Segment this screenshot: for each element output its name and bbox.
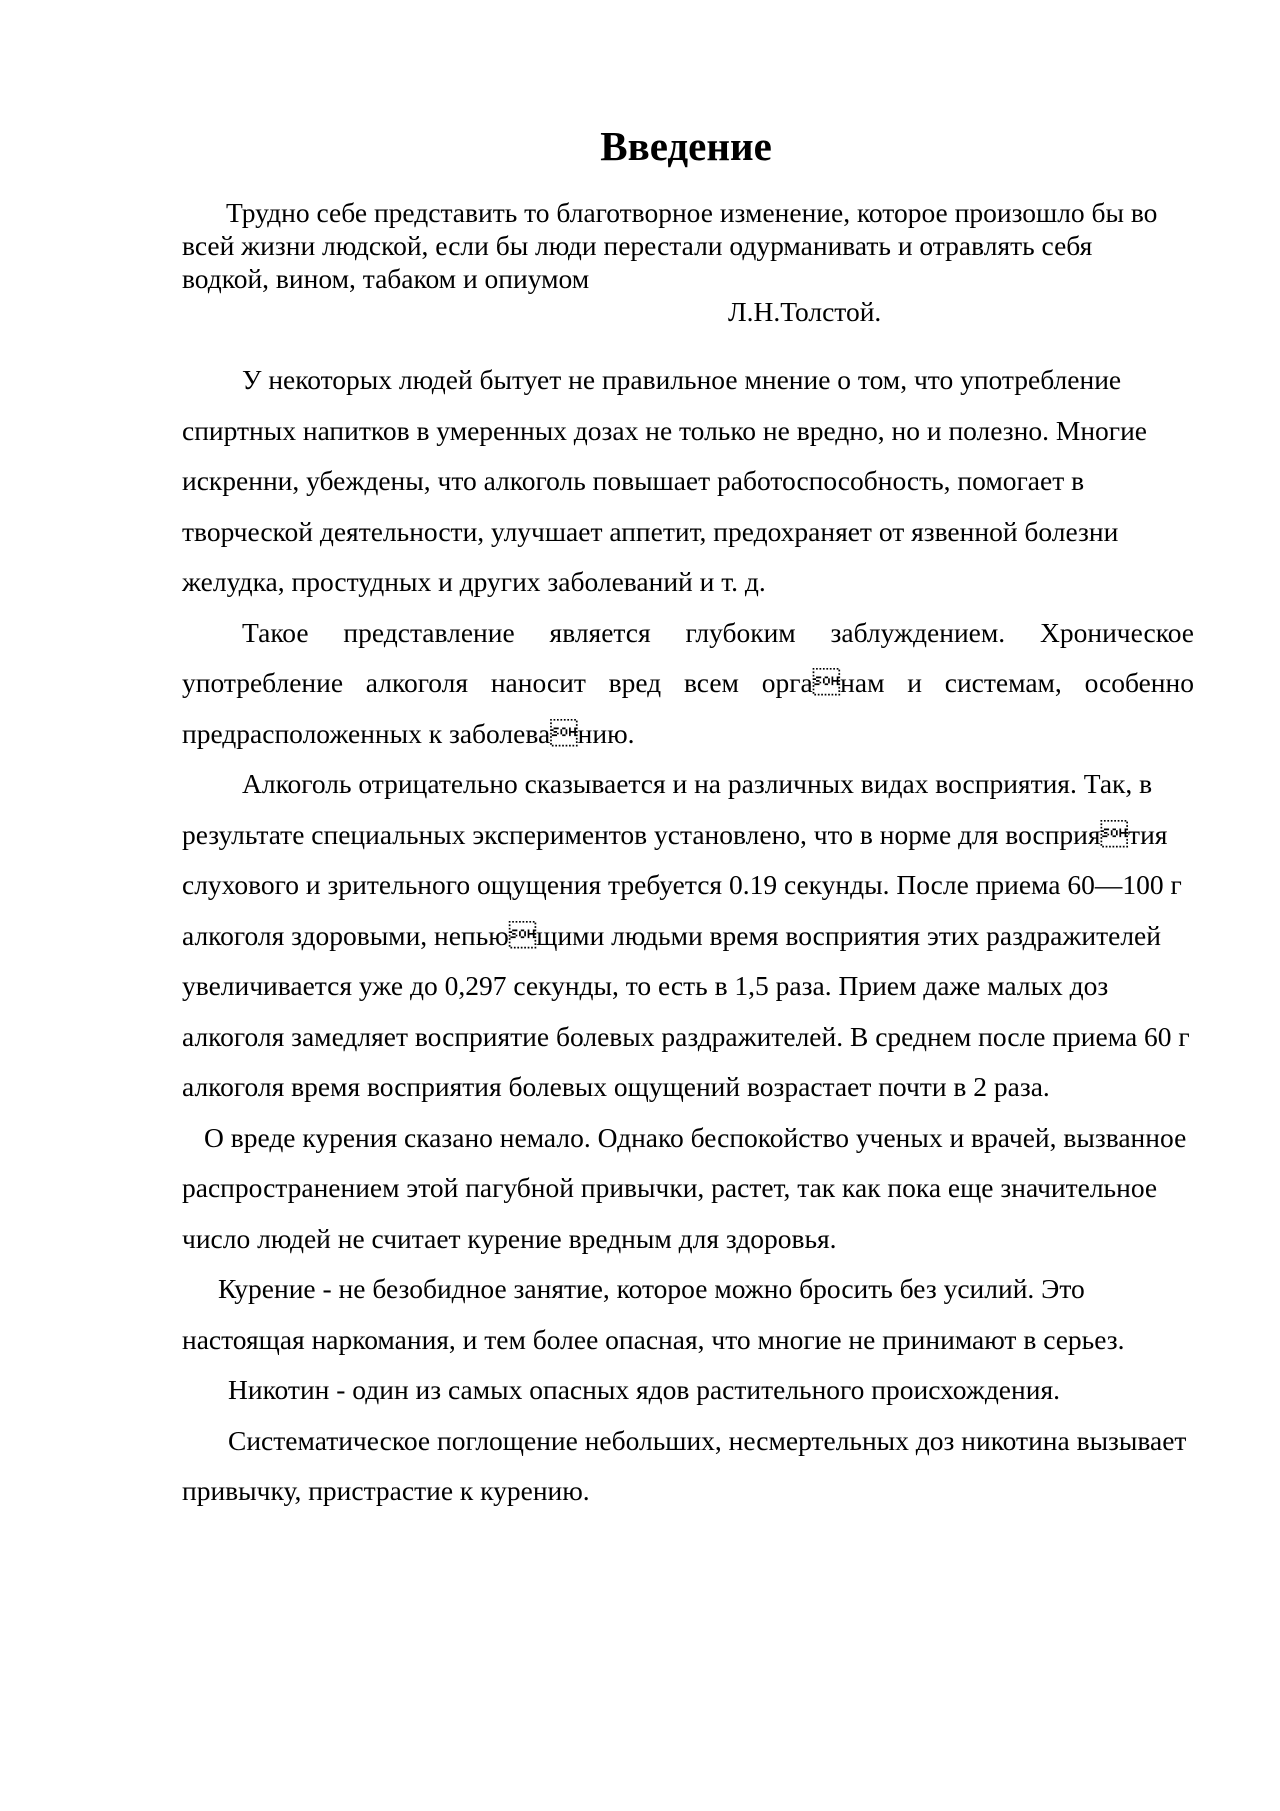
- paragraph: Никотин - один из самых опасных ядов растительного происхождения.: [228, 1374, 1060, 1405]
- epigraph: [182, 196, 1182, 328]
- paragraph: Курение - не безобидное занятие, которое можно бросить без усилий. Это настоящая наркомания, и тем более опасная, что многие не принимают в серьез.: [182, 1273, 1125, 1355]
- epigraph-author: Л.Н.Толстой.: [728, 296, 882, 327]
- paragraph: О вреде курения сказано немало. Однако беспокойство ученых и врачей, вызванное распространением этой пагубной привычки, растет, так как пока еще значительное число людей не считает курение вредным для здоровья.: [182, 1121, 1187, 1254]
- epigraph-text: Трудно себе представить то благотворное изменение, которое произошло бы во всей жизни людской, если бы люди перестали одурманивать и отравлять себя водкой, вином, табаком и опиумом: [182, 197, 1158, 294]
- paragraph: Алкоголь отрицательно сказывается и на различных видах восприятия. Так, в результате специальных экспериментов установлено, что в норме для восприятия слухового и зрительного ощущения требуется 0.19 секунды. После приема 60—100 г алкоголя здоровыми, непьющими людьми время восприятия этих раздражителей увеличивается уже до 0,297 секунды, то есть в 1,5 раза. Прием даже малых доз алкоголя замедляет восприятие болевых раздражителей. В среднем после приема 60 г алкоголя время восприятия болевых ощущений возрастает почти в 2 раза.: [182, 768, 1190, 1102]
- paragraph: У некоторых людей бытует не правильное мнение о том, что употребление спиртных напитков в умеренных дозах не только не вредно, но и полезно. Многие искренни, убеждены, что алкоголь повышает работоспособность, помогает в творческой деятельности, улучшает аппетит, предохраняет от язвенной болезни желудка, простудных и других заболеваний и т. д.: [182, 364, 1148, 597]
- paragraph: Систематическое поглощение небольших, несмертельных доз никотина вызывает привычку, пристрастие к курению.: [182, 1424, 1187, 1506]
- paragraph: Такое представление является глубоким заблуждением. Хроническое употребление алкоголя наносит вред всем органам и системам, особенно предрасположенных к заболеванию.: [182, 616, 1194, 749]
- body-text: [182, 355, 1194, 1517]
- page-title: Введение: [600, 123, 772, 169]
